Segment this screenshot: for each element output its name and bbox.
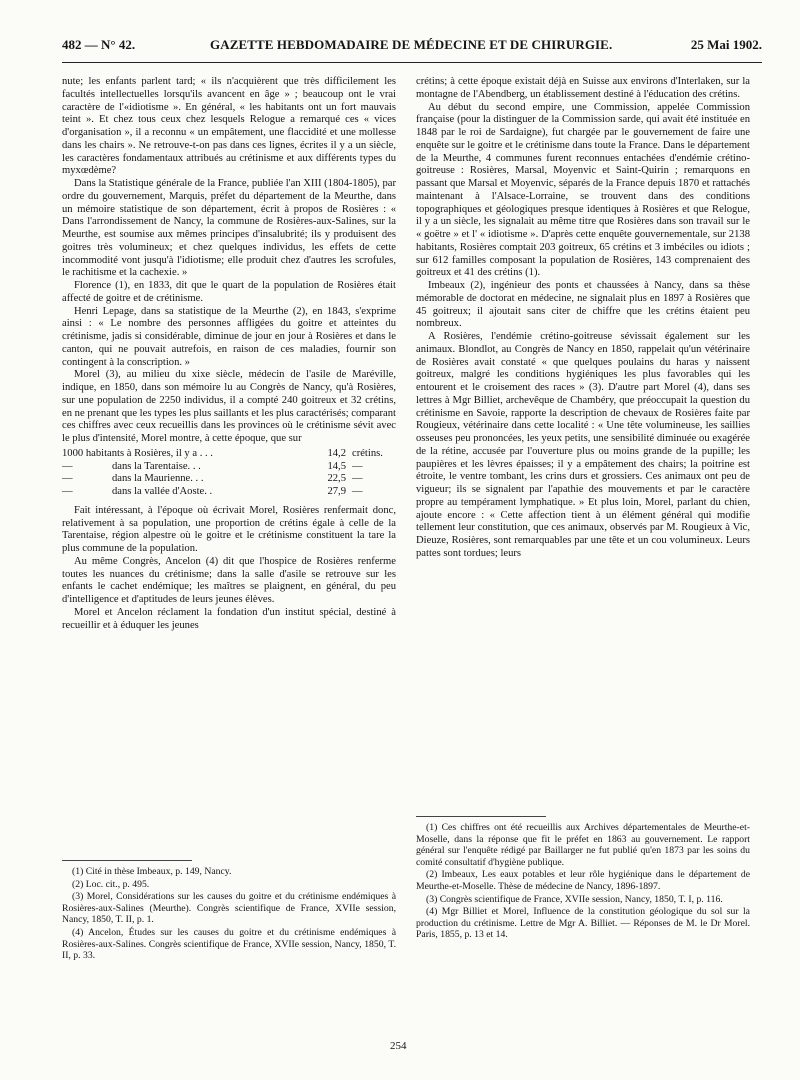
- table-value: 27,9: [327, 486, 346, 497]
- paragraph: Florence (1), en 1833, dit que le quart de la population de Rosières était affecté de goitre et de crétinisme.: [62, 280, 396, 304]
- table-unit: —: [352, 486, 363, 497]
- table-row: [62, 461, 396, 474]
- footnote: (1) Ces chiffres ont été recueillis aux Archives départementales de Meurthe-et-Moselle, dans la réponse que fit le préfet en 1863 au gouvernement. Le rapport général sur l'enquête rédigé par Baillarger ne fut publié qu'en 1873 par les soins du comité consultatif d'hygiène publique.: [416, 822, 750, 868]
- table-lead: —: [62, 460, 73, 472]
- left-column: [62, 76, 396, 632]
- table-unit: —: [352, 473, 363, 485]
- footnote-rule: [62, 860, 192, 861]
- paragraph: A Rosières, l'endémie crétino-goitreuse sévissait également sur les animaux. Blondlot, au Congrès de Nancy en 1850, rappelait qu'un vétérinaire de Rosières avait constaté « que quelques poulains du haras y naissent goitreux, malgré les conditions hygiéniques les plus favorables qui les entourent et le croisement des races » (3). D'autre part Morel (4), dans ses lettres à Mgr Billiet, archevêque de Chambéry, que préoccupait la question du crétinisme en Savoie, rapporte la description de chevaux de Rosières faite par Rougieux, vétérinaire dans cette localité : « Une tête volumineuse, les saillies osseuses peu prononcées, les yeux petits, une sensibilité diminuée ou exagérée de la rétine, accusée par l'ouverture plus ou moins grande de la pupille; les paupières et les lèvres épaisses; il y a empâtement des chairs; la poitrine est étroite, le ventre tombant, les crins durs et grossiers. Ces animaux ont peu de vigueur; ils se signalent par l'apathie des mouvements et par le caractère propre au tempérament lymphatique. » Et plus loin, Morel, parlant du chien, ajoute encore : « Cette affection tient à un élément général qui modifie tellement leur constitution, que ces animaux, observés par M. Rougieux à Vic, Dieuze, Rosières, sont remarquables par une tête et un cou volumineux. Leurs pattes sont tordues; leurs: [416, 331, 750, 559]
- paragraph: Au début du second empire, une Commission, appelée Commission française (pour la distinguer de la Commission sarde, qui avait été instituée en 1848 par le roi de Sardaigne), fut chargée par le gouvernement de faire une enquête sur le goitre et le crétinisme dans toute la France. Dans le département de la Meurthe, 4 communes furent reconnues entachées d'endémie crétino-goitreuse : Rosières, Marsal, Moyenvic et Saint-Quirin ; remarquons en passant que Marsal et Moyenvic, séparés de la France depuis 1870 et rattachés maintenant à l'Alsace-Lorraine, se trouvent dans des conditions topographiques et géologiques presque identiques à Rosières et que Relogue, il y a un siècle, les signalait au même titre que Rosières dans son travail sur le « goëtre » et l' « idiotisme ». D'après cette enquête gouvernementale, sur 2138 habitants, Rosières comptait 203 goitreux, 65 crétins et 3 imbéciles ou idiots ; sur 612 familles composant la population de Rosières, 143 comprenaient des goitreux et 41 des crétins (1).: [416, 101, 750, 279]
- header-date: 25 Mai 1902.: [690, 37, 762, 52]
- cretin-ratio-table: [62, 448, 396, 499]
- paragraph: Imbeaux (2), ingénieur des ponts et chaussées à Nancy, dans sa thèse mémorable de doctorat en médecine, ne signalait plus en 1897 à Rosières que 45 goitreux; il ajoutait sans citer de chiffre que les crétins étaient peu nombreux.: [416, 280, 750, 330]
- footnote: (3) Congrès scientifique de France, XVIIe session, Nancy, 1850, T. I, p. 116.: [426, 893, 723, 905]
- footnote: (2) Loc. cit., p. 495.: [72, 878, 150, 890]
- table-lead: —: [62, 486, 73, 497]
- paragraph: nute; les enfants parlent tard; « ils n'acquièrent que très difficilement les facultés intellectuelles lorsqu'ils avancent en âge » ; beaucoup ont le vrai caractère de l'«idiotisme ». En général, « les habitants ont un fort mauvais teint ». Et chez tous ceux chez lesquels Relogue a remarqué ces « vices d'organisation », il a reconnu « un empâtement, une flaccidité et une mollesse dans les chairs ». Ne retrouve-t-on pas dans ces lignes, écrites il y a un siècle, les caractères fondamentaux attribués au crétinisme et aux différents types du myxœdème?: [62, 76, 396, 177]
- table-value: 14,5: [327, 460, 346, 472]
- paragraph: Au même Congrès, Ancelon (4) dit que l'hospice de Rosières renferme toutes les nuances du crétinisme; dans la salle d'asile se retrouve sur les enfants le cachet endémique; les maîtres se plaignent, en général, du peu d'intelligence et d'aptitudes de leurs jeunes élèves.: [62, 555, 396, 605]
- paragraph: Dans la Statistique générale de la France, publiée l'an XIII (1804-1805), par ordre du gouvernement, Marquis, préfet du département de la Meurthe, dans un mémoire statistique de son département, écrit à propos de Rosières : « Dans l'arrondissement de Nancy, la commune de Rosières-aux-Salines, sur la Meurthe, est soumise aux mêmes principes d'insalubrité; ils y produisent des goitres très volumineux; et chez quelques individus, les effets de cette incommodité vont jusqu'à l'idiotisme; elle produit chez d'autres les scrofules, le rachitisme et la cachexie. »: [62, 178, 396, 279]
- header-rule: [62, 62, 762, 63]
- footnote: (2) Imbeaux, Les eaux potables et leur rôle hygiénique dans le département de Meurthe-et-Moselle. Thèse de médecine de Nancy, 1896-1897.: [416, 869, 750, 892]
- footnotes-left: [62, 866, 396, 963]
- header-journal-title: GAZETTE HEBDOMADAIRE DE MÉDECINE ET DE CHIRURGIE.: [210, 37, 613, 52]
- footnote: (4) Mgr Billiet et Morel, Influence de la constitution géologique du sol sur la production du crétinisme. Lettre de Mgr A. Billiet. — Réponses de M. le Dr Morel. Paris, 1855, p. 13 et 14.: [416, 906, 750, 941]
- table-place: dans la vallée d'Aoste. .: [112, 486, 213, 497]
- paragraph: Henri Lepage, dans sa statistique de la Meurthe (2), en 1843, s'exprime ainsi : « Le nombre des personnes affligées du goitre et atteintes du crétinisme, jadis si considérable, diminue de jour en jour à Rosières et dans le canton, qui ne pouvait autrefois, en raison de ces maladies, fournir son contingent à la conscription. »: [62, 305, 396, 368]
- footnotes-right: [416, 822, 750, 942]
- table-value: 22,5: [327, 473, 346, 485]
- footnote: (3) Morel, Considérations sur les causes du goitre et du crétinisme endémiques à Rosières-aux-Salines (Meurthe). Congrès scientifique de France, XVIIe session, Nancy, 1850, T. II, p. 1.: [62, 891, 396, 926]
- right-column: [416, 76, 750, 561]
- table-unit: —: [352, 460, 363, 472]
- table-unit: crétins.: [352, 447, 383, 459]
- table-row: [62, 486, 396, 499]
- footnote: (4) Ancelon, Études sur les causes du goitre et du crétinisme endémiques à Rosières-aux-Salines. Congrès scientifique de France, XVIIe session, Nancy, 1850, T. II, p. 33.: [62, 926, 396, 962]
- running-header: [62, 37, 762, 59]
- table-place: dans la Maurienne. . .: [112, 473, 204, 485]
- table-place: dans la Tarentaise. . .: [112, 460, 201, 472]
- table-row: [62, 448, 396, 461]
- table-lead: 1000 habitants: [62, 447, 125, 459]
- paragraph: Fait intéressant, à l'époque où écrivait Morel, Rosières renfermait donc, relativement à sa population, une proportion de crétins égale à celle de la Tarentaise, région alpestre où le goitre et le crétinisme constituent la tare la plus commune de la population.: [62, 504, 396, 554]
- footnote-rule: [416, 816, 546, 817]
- header-page-issue: 482 — N° 42.: [62, 37, 136, 52]
- table-place: à Rosières, il y a . . .: [126, 447, 213, 459]
- page-number: 254: [390, 1040, 407, 1052]
- table-value: 14,2: [327, 447, 346, 459]
- table-row: [62, 473, 396, 486]
- paragraph: crétins; à cette époque existait déjà en Suisse aux environs d'Interlaken, sur la montagne de l'Abendberg, un établissement destiné à l'éducation des crétins.: [416, 76, 750, 100]
- paragraph: Morel (3), au milieu du xixe siècle, médecin de l'asile de Maréville, indique, en 1850, dans son mémoire lu au Congrès de Nancy, qu'à Rosières, sur une population de 2250 individus, il a compté 240 goitreux et 32 crétins, en ne prenant que les types les plus saillants et les plus caractérisés; comparant ces chiffres avec ceux recueillis dans les provinces où le crétinisme sévit avec le plus d'intensité, Morel montre, à cette époque, que sur: [62, 369, 396, 444]
- paragraph: Morel et Ancelon réclament la fondation d'un institut spécial, destiné à recueillir et à éduquer les jeunes: [62, 606, 396, 631]
- table-lead: —: [62, 473, 73, 485]
- footnote: (1) Cité in thèse Imbeaux, p. 149, Nancy.: [72, 866, 232, 877]
